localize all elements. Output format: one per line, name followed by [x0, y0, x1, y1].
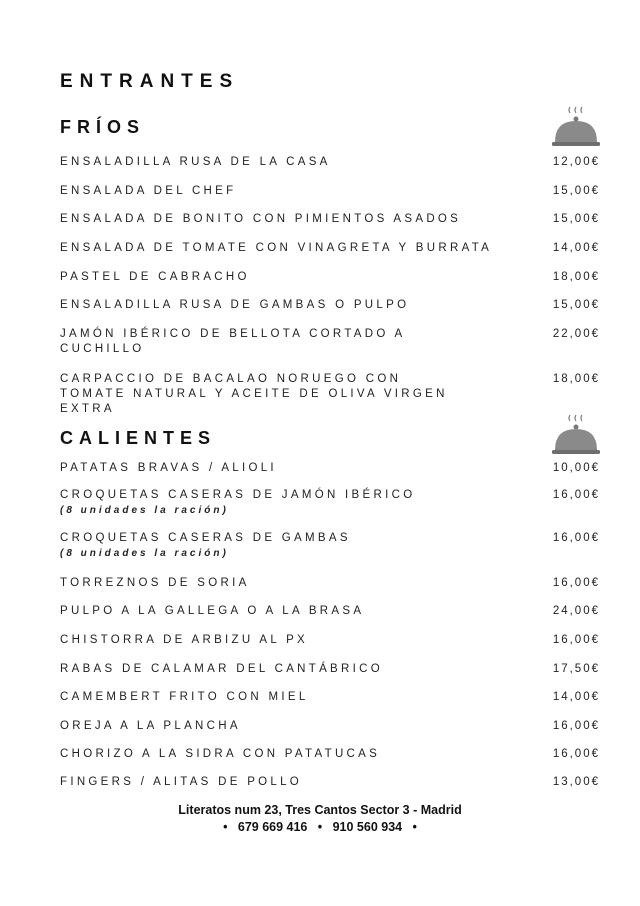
dish-name: CHORIZO A LA SIDRA CON PATATUCAS	[60, 748, 381, 760]
menu-item	[60, 155, 600, 170]
dish-name: PASTEL DE CABRACHO	[60, 271, 250, 283]
menu-item	[60, 241, 600, 256]
menu-item	[60, 531, 600, 561]
dish-price: 18,00€	[552, 373, 600, 385]
menu-item	[60, 775, 600, 790]
dish-price: 13,00€	[552, 776, 600, 788]
dish-price: 16,00€	[552, 532, 600, 544]
dish-name: PULPO A LA GALLEGA O A LA BRASA	[60, 605, 365, 617]
dish-price: 14,00€	[552, 691, 600, 703]
dish-name: ENSALADA DEL CHEF	[60, 185, 237, 197]
menu-item	[60, 719, 600, 734]
dish-price: 14,00€	[552, 242, 600, 254]
dish-name: ENSALADA DE TOMATE CON VINAGRETA Y BURRATA	[60, 242, 493, 254]
dish-price: 10,00€	[552, 462, 600, 474]
dish-price: 16,00€	[552, 577, 600, 589]
cloche-icon	[551, 104, 601, 149]
dish-name: CHISTORRA DE ARBIZU AL PX	[60, 634, 309, 646]
dish-name: FINGERS / ALITAS DE POLLO	[60, 776, 303, 788]
menu-item	[60, 604, 600, 619]
dish-name: CAMEMBERT FRITO CON MIEL	[60, 691, 309, 703]
dish-name: CARPACCIO DE BACALAO NORUEGO CON TOMATE NATURAL Y ACEITE DE OLIVA VIRGEN EXTRA	[60, 373, 448, 415]
dish-name: ENSALADILLA RUSA DE LA CASA	[60, 156, 331, 168]
restaurant-address: Literatos num 23, Tres Cantos Sector 3 - Madrid	[178, 803, 462, 817]
dish-name: PATATAS BRAVAS / ALIOLI	[60, 462, 277, 474]
dish-price: 22,00€	[552, 328, 600, 340]
dish-name: CROQUETAS CASERAS DE GAMBAS	[60, 532, 351, 544]
dish-name: OREJA A LA PLANCHA	[60, 720, 241, 732]
menu-item	[60, 372, 600, 417]
dish-price: 15,00€	[552, 213, 600, 225]
section-heading-calientes: CALIENTES	[60, 428, 217, 448]
cloche-icon	[551, 412, 601, 457]
menu-item	[60, 747, 600, 762]
dish-name: ENSALADA DE BONITO CON PIMIENTOS ASADOS	[60, 213, 462, 225]
menu-item	[60, 327, 600, 357]
menu-item	[60, 690, 600, 705]
menu-item	[60, 298, 600, 313]
dish-price: 16,00€	[552, 748, 600, 760]
menu-item	[60, 488, 600, 518]
dish-note: (8 unidades la ración)	[60, 505, 229, 516]
menu-item	[60, 270, 600, 285]
menu-title: ENTRANTES	[60, 71, 240, 92]
section-heading-frios: FRÍOS	[60, 117, 146, 137]
dish-name: ENSALADILLA RUSA DE GAMBAS O PULPO	[60, 299, 410, 311]
dish-name: TORREZNOS DE SORIA	[60, 577, 250, 589]
dish-price: 16,00€	[552, 634, 600, 646]
dish-price: 12,00€	[552, 156, 600, 168]
dish-name: RABAS DE CALAMAR DEL CANTÁBRICO	[60, 663, 383, 675]
dish-price: 16,00€	[552, 720, 600, 732]
menu-item	[60, 576, 600, 591]
dish-price: 17,50€	[552, 663, 600, 675]
dish-price: 18,00€	[552, 271, 600, 283]
dish-price: 16,00€	[552, 489, 600, 501]
restaurant-phones: • 679 669 416 • 910 560 934 •	[223, 820, 417, 834]
menu-item	[60, 662, 600, 677]
dish-note: (8 unidades la ración)	[60, 548, 229, 559]
dish-name: JAMÓN IBÉRICO DE BELLOTA CORTADO A CUCHILLO	[60, 328, 405, 355]
dish-price: 24,00€	[552, 605, 600, 617]
dish-price: 15,00€	[552, 185, 600, 197]
menu-item	[60, 184, 600, 199]
dish-name: CROQUETAS CASERAS DE JAMÓN IBÉRICO	[60, 489, 416, 501]
menu-item	[60, 633, 600, 648]
menu-item	[60, 212, 600, 227]
menu-item	[60, 461, 600, 476]
dish-price: 15,00€	[552, 299, 600, 311]
